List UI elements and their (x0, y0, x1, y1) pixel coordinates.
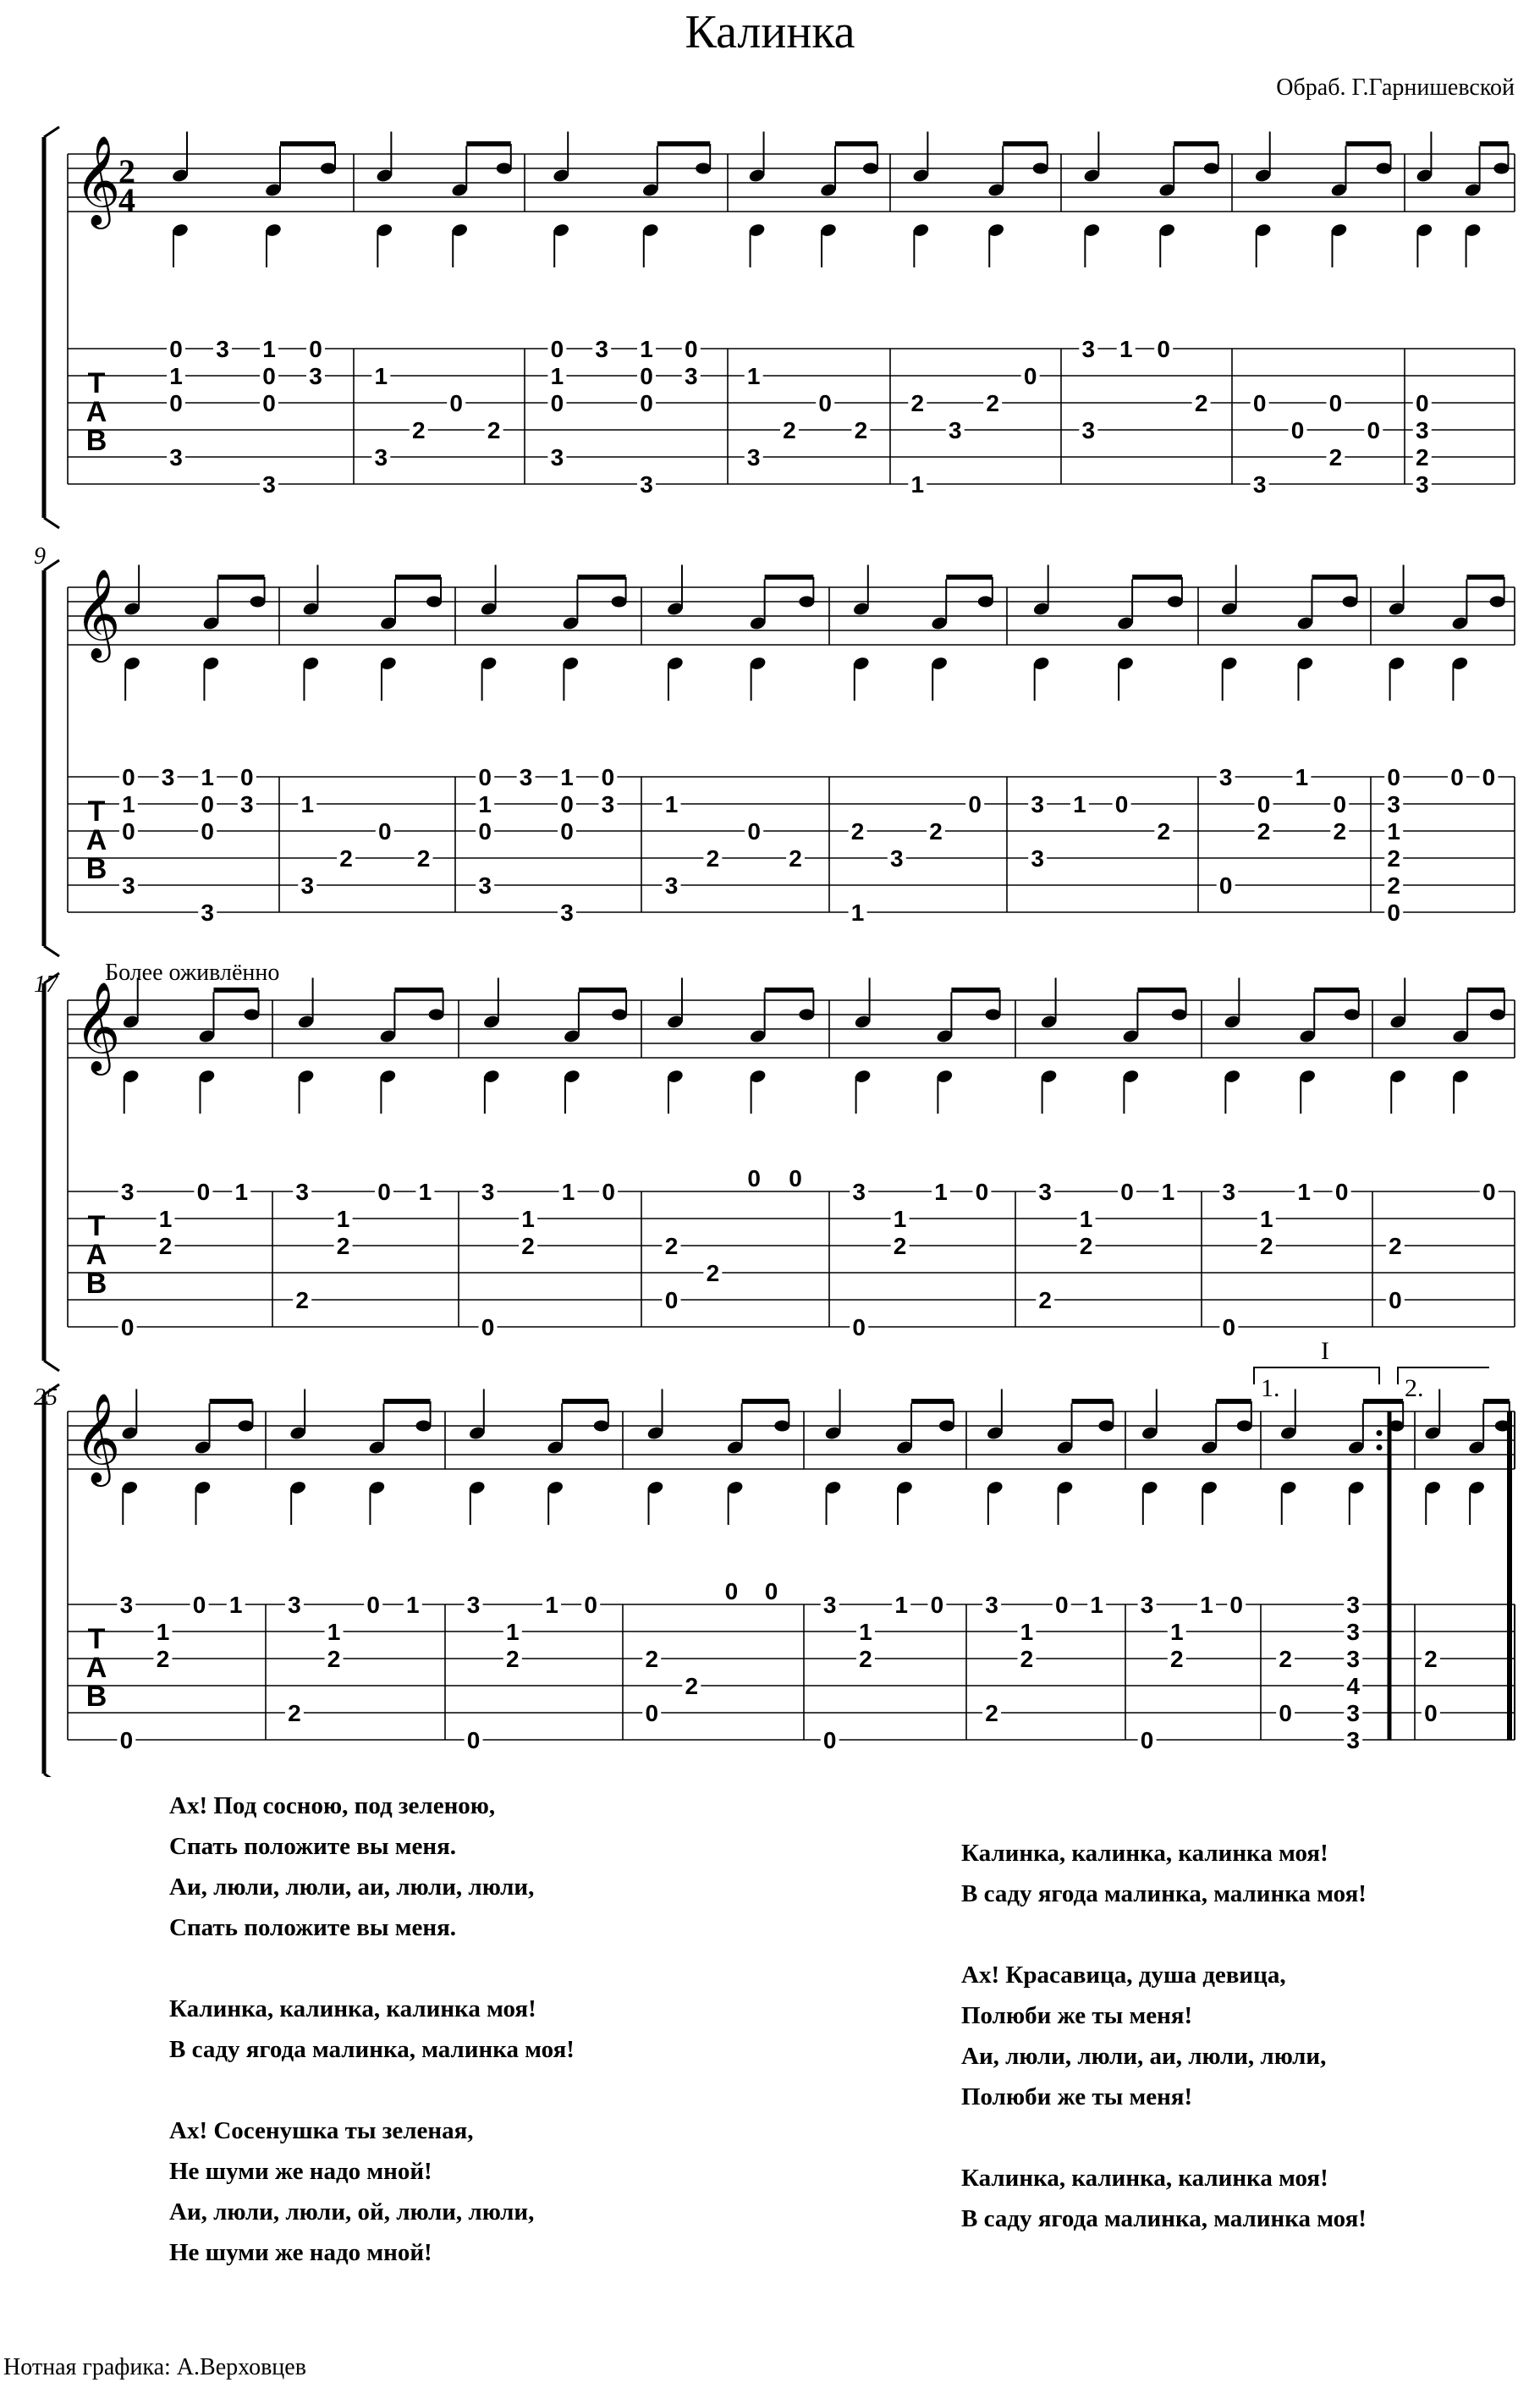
tab-fret-number: 0 (1055, 1592, 1069, 1618)
tab-fret-number: 1 (300, 791, 315, 817)
tab-fret-number: 0 (1387, 900, 1400, 926)
tab-fret-number: 3 (1416, 471, 1429, 498)
tab-fret-number: 1 (850, 900, 865, 926)
tab-fret-number: 0 (852, 1314, 866, 1340)
tab-fret-number: 0 (550, 390, 564, 416)
tab-fret-number: 3 (161, 764, 175, 790)
tab-fret-number: 1 (327, 1619, 341, 1645)
tab-fret-number: 2 (521, 1233, 535, 1259)
tab-fret-number: 1 (550, 363, 564, 389)
tab-fret-number: 2 (859, 1646, 872, 1672)
tab-fret-number: 0 (764, 1578, 778, 1604)
tab-fret-number: 0 (1333, 791, 1347, 817)
tab-fret-number: 3 (852, 1179, 866, 1205)
page-title: Калинка (685, 6, 855, 58)
tab-fret-number: 0 (1114, 791, 1129, 817)
tab-fret-number: 3 (240, 791, 254, 817)
tab-fret-number: 1 (910, 471, 925, 498)
tab-fret-number: 2 (288, 1700, 301, 1726)
arranger-credit: Обраб. Г.Гарнишевской (1276, 74, 1515, 101)
note-head (1490, 597, 1505, 608)
tab-clef-letter: A (85, 1239, 107, 1271)
note-head (1345, 1010, 1360, 1021)
note-head (245, 1010, 260, 1021)
system-bracket (44, 1774, 59, 1777)
tab-fret-number: 3 (169, 444, 183, 470)
tab-fret-number: 2 (1157, 818, 1171, 845)
tab-fret-number: 1 (374, 363, 388, 389)
tab-fret-number: 1 (169, 363, 183, 389)
tab-fret-number: 3 (262, 471, 276, 498)
tab-fret-number: 2 (158, 1233, 173, 1259)
tab-fret-number: 1 (1161, 1179, 1175, 1205)
tab-fret-number: 0 (192, 1592, 206, 1618)
note-head (1377, 163, 1392, 174)
tab-fret-number: 0 (1389, 1287, 1402, 1313)
tab-fret-number: 0 (309, 336, 322, 362)
tab-fret-number: 2 (664, 1233, 679, 1259)
tab-fret-number: 1 (418, 1179, 432, 1205)
lyrics-left-column (169, 1785, 575, 2314)
tab-fret-number: 0 (119, 1727, 134, 1753)
note-head (1204, 163, 1219, 174)
tab-fret-number: 1 (1079, 1206, 1093, 1232)
note-head (426, 597, 442, 608)
tab-fret-number: 2 (1257, 818, 1271, 845)
tab-fret-number: 1 (1387, 818, 1400, 845)
tab-fret-number: 1 (894, 1592, 908, 1618)
treble-clef-icon: 𝄞 (74, 135, 121, 225)
tab-fret-number: 1 (506, 1619, 520, 1645)
tab-fret-number: 2 (893, 1233, 907, 1259)
note-head (799, 1010, 814, 1021)
tab-fret-number: 2 (156, 1646, 170, 1672)
tab-fret-number: 3 (1031, 845, 1044, 872)
tab-fret-number: 0 (120, 1314, 135, 1340)
tab-fret-number: 0 (724, 1578, 739, 1604)
tab-fret-number: 0 (1482, 764, 1496, 790)
tab-fret-number: 1 (201, 764, 214, 790)
tab-fret-number: 3 (890, 845, 904, 872)
tab-fret-number: 2 (854, 417, 868, 443)
tab-fret-number: 3 (595, 336, 608, 362)
lyrics-right-column (961, 1833, 1367, 2280)
note-head (612, 597, 627, 608)
tab-fret-number: 1 (1119, 336, 1133, 362)
tab-fret-number: 2 (850, 818, 865, 845)
tab-fret-number: 2 (910, 390, 925, 416)
note-head (799, 597, 814, 608)
tab-clef-letter: A (85, 396, 107, 428)
tab-clef-letter: T (87, 795, 106, 828)
tab-fret-number: 0 (1387, 764, 1400, 790)
tab-fret-number: 0 (1450, 764, 1464, 790)
tab-fret-number: 0 (169, 336, 183, 362)
lyrics-line: Ах! Сосенушка ты зеленая, (169, 2117, 474, 2144)
tab-fret-number: 0 (1222, 1314, 1236, 1340)
system-bracket (44, 560, 59, 570)
tab-clef-letter: B (85, 1681, 107, 1713)
tab-fret-number: 1 (122, 791, 135, 817)
tab-clef-letter: T (87, 367, 106, 399)
note-head (1343, 597, 1358, 608)
tab-clef-letter: B (85, 1268, 107, 1300)
note-head (1237, 1421, 1252, 1432)
tab-fret-number: 1 (1200, 1592, 1213, 1618)
tab-fret-number: 0 (481, 1314, 495, 1340)
tab-fret-number: 0 (747, 818, 761, 845)
tab-fret-number: 0 (1023, 363, 1037, 389)
tab-fret-number: 3 (1346, 1727, 1360, 1753)
tab-fret-number: 1 (893, 1206, 907, 1232)
lyrics-line: Аи, люли, люли, ой, люли, люли, (169, 2198, 535, 2226)
tab-fret-number: 0 (747, 1165, 761, 1191)
tab-fret-number: 1 (1020, 1619, 1034, 1645)
tab-fret-number: 0 (377, 1179, 391, 1205)
tab-fret-number: 0 (1367, 417, 1381, 443)
note-head (1168, 597, 1183, 608)
note-head (863, 163, 878, 174)
tab-fret-number: 3 (1038, 1179, 1052, 1205)
tab-fret-number: 3 (1081, 336, 1096, 362)
tab-fret-number: 3 (601, 791, 615, 817)
tab-fret-number: 2 (985, 1700, 998, 1726)
tab-fret-number: 2 (706, 1260, 720, 1286)
tab-fret-number: 2 (783, 417, 796, 443)
tab-fret-number: 1 (545, 1592, 558, 1618)
tab-fret-number: 0 (968, 791, 982, 817)
tab-fret-number: 1 (1090, 1592, 1103, 1618)
tab-fret-number: 0 (378, 818, 392, 845)
tab-fret-number: 3 (1346, 1646, 1360, 1672)
tab-fret-number: 3 (1140, 1592, 1154, 1618)
tab-fret-number: 3 (985, 1592, 998, 1618)
tab-fret-number: 0 (1140, 1727, 1154, 1753)
treble-clef-icon: 𝄞 (74, 1392, 121, 1483)
tab-fret-number: 2 (295, 1287, 309, 1313)
tab-fret-number: 2 (1170, 1646, 1184, 1672)
tab-fret-number: 0 (466, 1727, 481, 1753)
lyrics-stanza (961, 1955, 1367, 2117)
tab-fret-number: 3 (1252, 471, 1267, 498)
tab-fret-number: 2 (416, 845, 431, 872)
tab-fret-number: 3 (481, 1179, 495, 1205)
system-bracket (44, 1361, 59, 1371)
treble-clef-icon: 𝄞 (74, 568, 121, 658)
tab-fret-number: 1 (1259, 1206, 1273, 1232)
tab-fret-number: 1 (1170, 1619, 1184, 1645)
tab-fret-number: 0 (601, 764, 615, 790)
tab-fret-number: 1 (1073, 791, 1086, 817)
tab-fret-number: 0 (818, 390, 832, 416)
tab-clef-letter: A (85, 1652, 107, 1684)
tab-fret-number: 0 (169, 390, 183, 416)
tab-fret-number: 2 (1424, 1646, 1438, 1672)
tab-fret-number: 0 (201, 791, 214, 817)
lyrics-line: Аи, люли, люли, аи, люли, люли, (961, 2043, 1327, 2070)
tab-fret-number: 3 (216, 336, 229, 362)
volta-label-2: 2. (1405, 1374, 1424, 1402)
tab-fret-number: 2 (411, 417, 426, 443)
tab-fret-number: 3 (1222, 1179, 1236, 1205)
tab-fret-number: 0 (602, 1179, 615, 1205)
tab-fret-number: 0 (645, 1700, 659, 1726)
tab-fret-number: 0 (1157, 336, 1170, 362)
lyrics-line: Ах! Под сосною, под зеленою, (169, 1792, 496, 1819)
tab-fret-number: 3 (550, 444, 564, 470)
lyrics-stanza (961, 1833, 1367, 1914)
tab-fret-number: 3 (822, 1592, 837, 1618)
lyrics-line: Аи, люли, люли, аи, люли, люли, (169, 1874, 535, 1901)
tab-fret-number: 1 (1297, 1179, 1311, 1205)
tab-fret-number: 3 (1031, 791, 1044, 817)
tab-fret-number: 0 (822, 1727, 837, 1753)
tab-fret-number: 2 (1038, 1287, 1052, 1313)
tab-fret-number: 2 (706, 845, 720, 872)
tab-fret-number: 0 (560, 791, 574, 817)
tab-fret-number: 2 (789, 845, 802, 872)
note-head (774, 1421, 789, 1432)
tab-fret-number: 0 (1328, 390, 1343, 416)
tab-fret-number: 1 (934, 1179, 948, 1205)
tab-fret-number: 3 (685, 363, 698, 389)
tab-fret-number: 0 (1252, 390, 1267, 416)
system-bracket (44, 518, 59, 528)
position-marker: I (1321, 1337, 1329, 1365)
tab-fret-number: 3 (664, 872, 679, 899)
note-head (416, 1421, 432, 1432)
tab-fret-number: 3 (119, 1592, 134, 1618)
tab-fret-number: 2 (1259, 1233, 1273, 1259)
tab-clef-letter: T (87, 1623, 106, 1655)
note-head (1172, 1010, 1187, 1021)
lyrics-line: В саду ягода малинка, малинка моя! (961, 1880, 1367, 1907)
tab-fret-number: 0 (449, 390, 463, 416)
tab-fret-number: 1 (560, 764, 574, 790)
tab-fret-number: 0 (975, 1179, 989, 1205)
lyrics-line: В саду ягода малинка, малинка моя! (961, 2205, 1367, 2232)
tab-fret-number: 0 (1218, 872, 1233, 899)
tab-fret-number: 3 (300, 872, 315, 899)
tab-fret-number: 1 (336, 1206, 350, 1232)
tab-fret-number: 2 (336, 1233, 350, 1259)
lyrics-line: В саду ягода малинка, малинка моя! (169, 2036, 575, 2063)
tab-fret-number: 3 (560, 900, 574, 926)
volta-label-1: 1. (1261, 1374, 1280, 1402)
tab-fret-number: 3 (746, 444, 761, 470)
lyrics-line: Калинка, калинка, калинка моя! (961, 1840, 1328, 1867)
tab-clef-letter: T (87, 1210, 106, 1242)
lyrics-stanza (169, 1785, 575, 1948)
tab-fret-number: 0 (1424, 1700, 1438, 1726)
notation-credit: Нотная графика: А.Верховцев (3, 2354, 306, 2380)
tab-fret-number: 3 (1346, 1619, 1360, 1645)
tab-fret-number: 0 (685, 336, 698, 362)
tab-clef-letter: B (85, 425, 107, 457)
tab-fret-number: 2 (1079, 1233, 1093, 1259)
tab-fret-number: 0 (122, 764, 135, 790)
tab-fret-number: 0 (1482, 1179, 1496, 1205)
system-number-17: 17 (34, 971, 58, 998)
tab-fret-number: 1 (664, 791, 679, 817)
tab-fret-number: 1 (640, 336, 653, 362)
tab-fret-number: 0 (1229, 1592, 1243, 1618)
lyrics-stanza (169, 1989, 575, 2070)
tab-fret-number: 0 (789, 1165, 802, 1191)
tab-fret-number: 1 (746, 363, 761, 389)
tab-fret-number: 1 (262, 336, 276, 362)
note-head (986, 1010, 1001, 1021)
tab-fret-number: 0 (262, 363, 276, 389)
tab-fret-number: 0 (640, 363, 653, 389)
tab-fret-number: 3 (640, 471, 653, 498)
lyrics-line: Не шуми же надо мной! (169, 2158, 432, 2185)
tab-fret-number: 3 (466, 1592, 481, 1618)
treble-clef-icon: 𝄞 (74, 981, 121, 1071)
tab-fret-number: 1 (561, 1179, 575, 1205)
tab-fret-number: 3 (122, 872, 135, 899)
tab-fret-number: 3 (201, 900, 214, 926)
tab-fret-number: 2 (487, 417, 501, 443)
tab-fret-number: 3 (519, 764, 533, 790)
tempo-marking: Более оживлённо (105, 960, 280, 986)
tab-fret-number: 0 (366, 1592, 380, 1618)
tab-clef-letter: A (85, 824, 107, 856)
tab-fret-number: 2 (1416, 444, 1429, 470)
tab-fret-number: 3 (374, 444, 388, 470)
note-head (939, 1421, 954, 1432)
tab-fret-number: 0 (1120, 1179, 1134, 1205)
tab-fret-number: 0 (201, 818, 214, 845)
tab-fret-number: 2 (986, 390, 999, 416)
tab-fret-number: 0 (560, 818, 574, 845)
tab-fret-number: 1 (1295, 764, 1309, 790)
system-bracket (44, 946, 59, 956)
tab-fret-number: 0 (122, 818, 135, 845)
tab-fret-number: 0 (478, 764, 492, 790)
tab-fret-number: 2 (929, 818, 943, 845)
lyrics-line: Полюби же ты меня! (961, 2083, 1193, 2110)
lyrics-line: Калинка, калинка, калинка моя! (961, 2165, 1328, 2192)
tab-fret-number: 3 (1081, 417, 1096, 443)
tab-fret-number: 1 (234, 1179, 249, 1205)
tab-fret-number: 1 (406, 1592, 420, 1618)
tab-fret-number: 3 (1387, 791, 1400, 817)
tab-fret-number: 0 (664, 1287, 679, 1313)
tab-fret-number: 2 (1194, 390, 1208, 416)
time-signature-bottom: 4 (118, 181, 135, 219)
tab-fret-number: 3 (948, 417, 962, 443)
lyrics-line: Не шуми же надо мной! (169, 2239, 432, 2266)
note-head (1493, 163, 1509, 174)
lyrics-line: Ах! Красавица, душа девица, (961, 1962, 1286, 1989)
lyrics-line: Спать положите вы меня. (169, 1833, 457, 1860)
note-head (497, 163, 512, 174)
note-head (1098, 1421, 1114, 1432)
note-head (1033, 163, 1048, 174)
note-head (429, 1010, 444, 1021)
tab-fret-number: 2 (645, 1646, 659, 1672)
tab-fret-number: 0 (1334, 1179, 1349, 1205)
tab-fret-number: 3 (295, 1179, 309, 1205)
tab-fret-number: 0 (930, 1592, 944, 1618)
note-head (250, 597, 266, 608)
tab-fret-number: 2 (1333, 818, 1347, 845)
tab-fret-number: 0 (640, 390, 653, 416)
system-number-9: 9 (34, 543, 46, 569)
tab-fret-number: 4 (1346, 1673, 1360, 1699)
lyrics-line: Спать положите вы меня. (169, 1914, 457, 1941)
tab-fret-number: 3 (120, 1179, 135, 1205)
tab-fret-number: 3 (309, 363, 322, 389)
tab-fret-number: 3 (1346, 1592, 1360, 1618)
note-head (321, 163, 336, 174)
tab-fret-number: 0 (478, 818, 492, 845)
tab-fret-number: 2 (1020, 1646, 1034, 1672)
tab-fret-number: 0 (1279, 1700, 1292, 1726)
tab-fret-number: 0 (584, 1592, 597, 1618)
time-signature-top: 2 (118, 152, 135, 190)
tab-fret-number: 2 (1387, 845, 1400, 872)
lyrics-line: Полюби же ты меня! (961, 2002, 1193, 2029)
tab-fret-number: 3 (478, 872, 492, 899)
tab-fret-number: 1 (859, 1619, 872, 1645)
system-number-25: 25 (34, 1384, 58, 1411)
note-head (612, 1010, 627, 1021)
tab-fret-number: 1 (478, 791, 492, 817)
tab-fret-number: 0 (196, 1179, 211, 1205)
tab-fret-number: 3 (1346, 1700, 1360, 1726)
tab-fret-number: 1 (228, 1592, 243, 1618)
tab-fret-number: 0 (1257, 791, 1271, 817)
repeat-dot (1377, 1430, 1383, 1436)
note-head (978, 597, 993, 608)
tab-fret-number: 1 (521, 1206, 535, 1232)
note-head (238, 1421, 253, 1432)
tab-fret-number: 2 (685, 1673, 699, 1699)
tab-fret-number: 2 (327, 1646, 341, 1672)
tab-fret-number: 0 (1416, 390, 1429, 416)
tab-fret-number: 0 (240, 764, 254, 790)
tab-fret-number: 2 (1389, 1233, 1402, 1259)
tab-fret-number: 3 (1416, 417, 1429, 443)
tab-fret-number: 2 (339, 845, 353, 872)
lyrics-stanza (169, 2110, 575, 2273)
tab-fret-number: 2 (1387, 872, 1400, 899)
tab-fret-number: 0 (1290, 417, 1305, 443)
note-head (696, 163, 711, 174)
tab-fret-number: 0 (550, 336, 564, 362)
lyrics-line: Калинка, калинка, калинка моя! (169, 1995, 536, 2022)
tab-fret-number: 0 (262, 390, 276, 416)
tab-fret-number: 3 (288, 1592, 301, 1618)
tab-fret-number: 2 (1279, 1646, 1292, 1672)
note-head (594, 1421, 609, 1432)
tab-clef-letter: B (85, 853, 107, 885)
tab-fret-number: 2 (506, 1646, 520, 1672)
system-bracket (44, 127, 59, 137)
lyrics-stanza (961, 2158, 1367, 2239)
tab-fret-number: 3 (1218, 764, 1233, 790)
note-head (1490, 1010, 1505, 1021)
tab-fret-number: 1 (158, 1206, 173, 1232)
tab-fret-number: 1 (156, 1619, 170, 1645)
tab-fret-number: 2 (1328, 444, 1343, 470)
repeat-dot (1377, 1444, 1383, 1450)
